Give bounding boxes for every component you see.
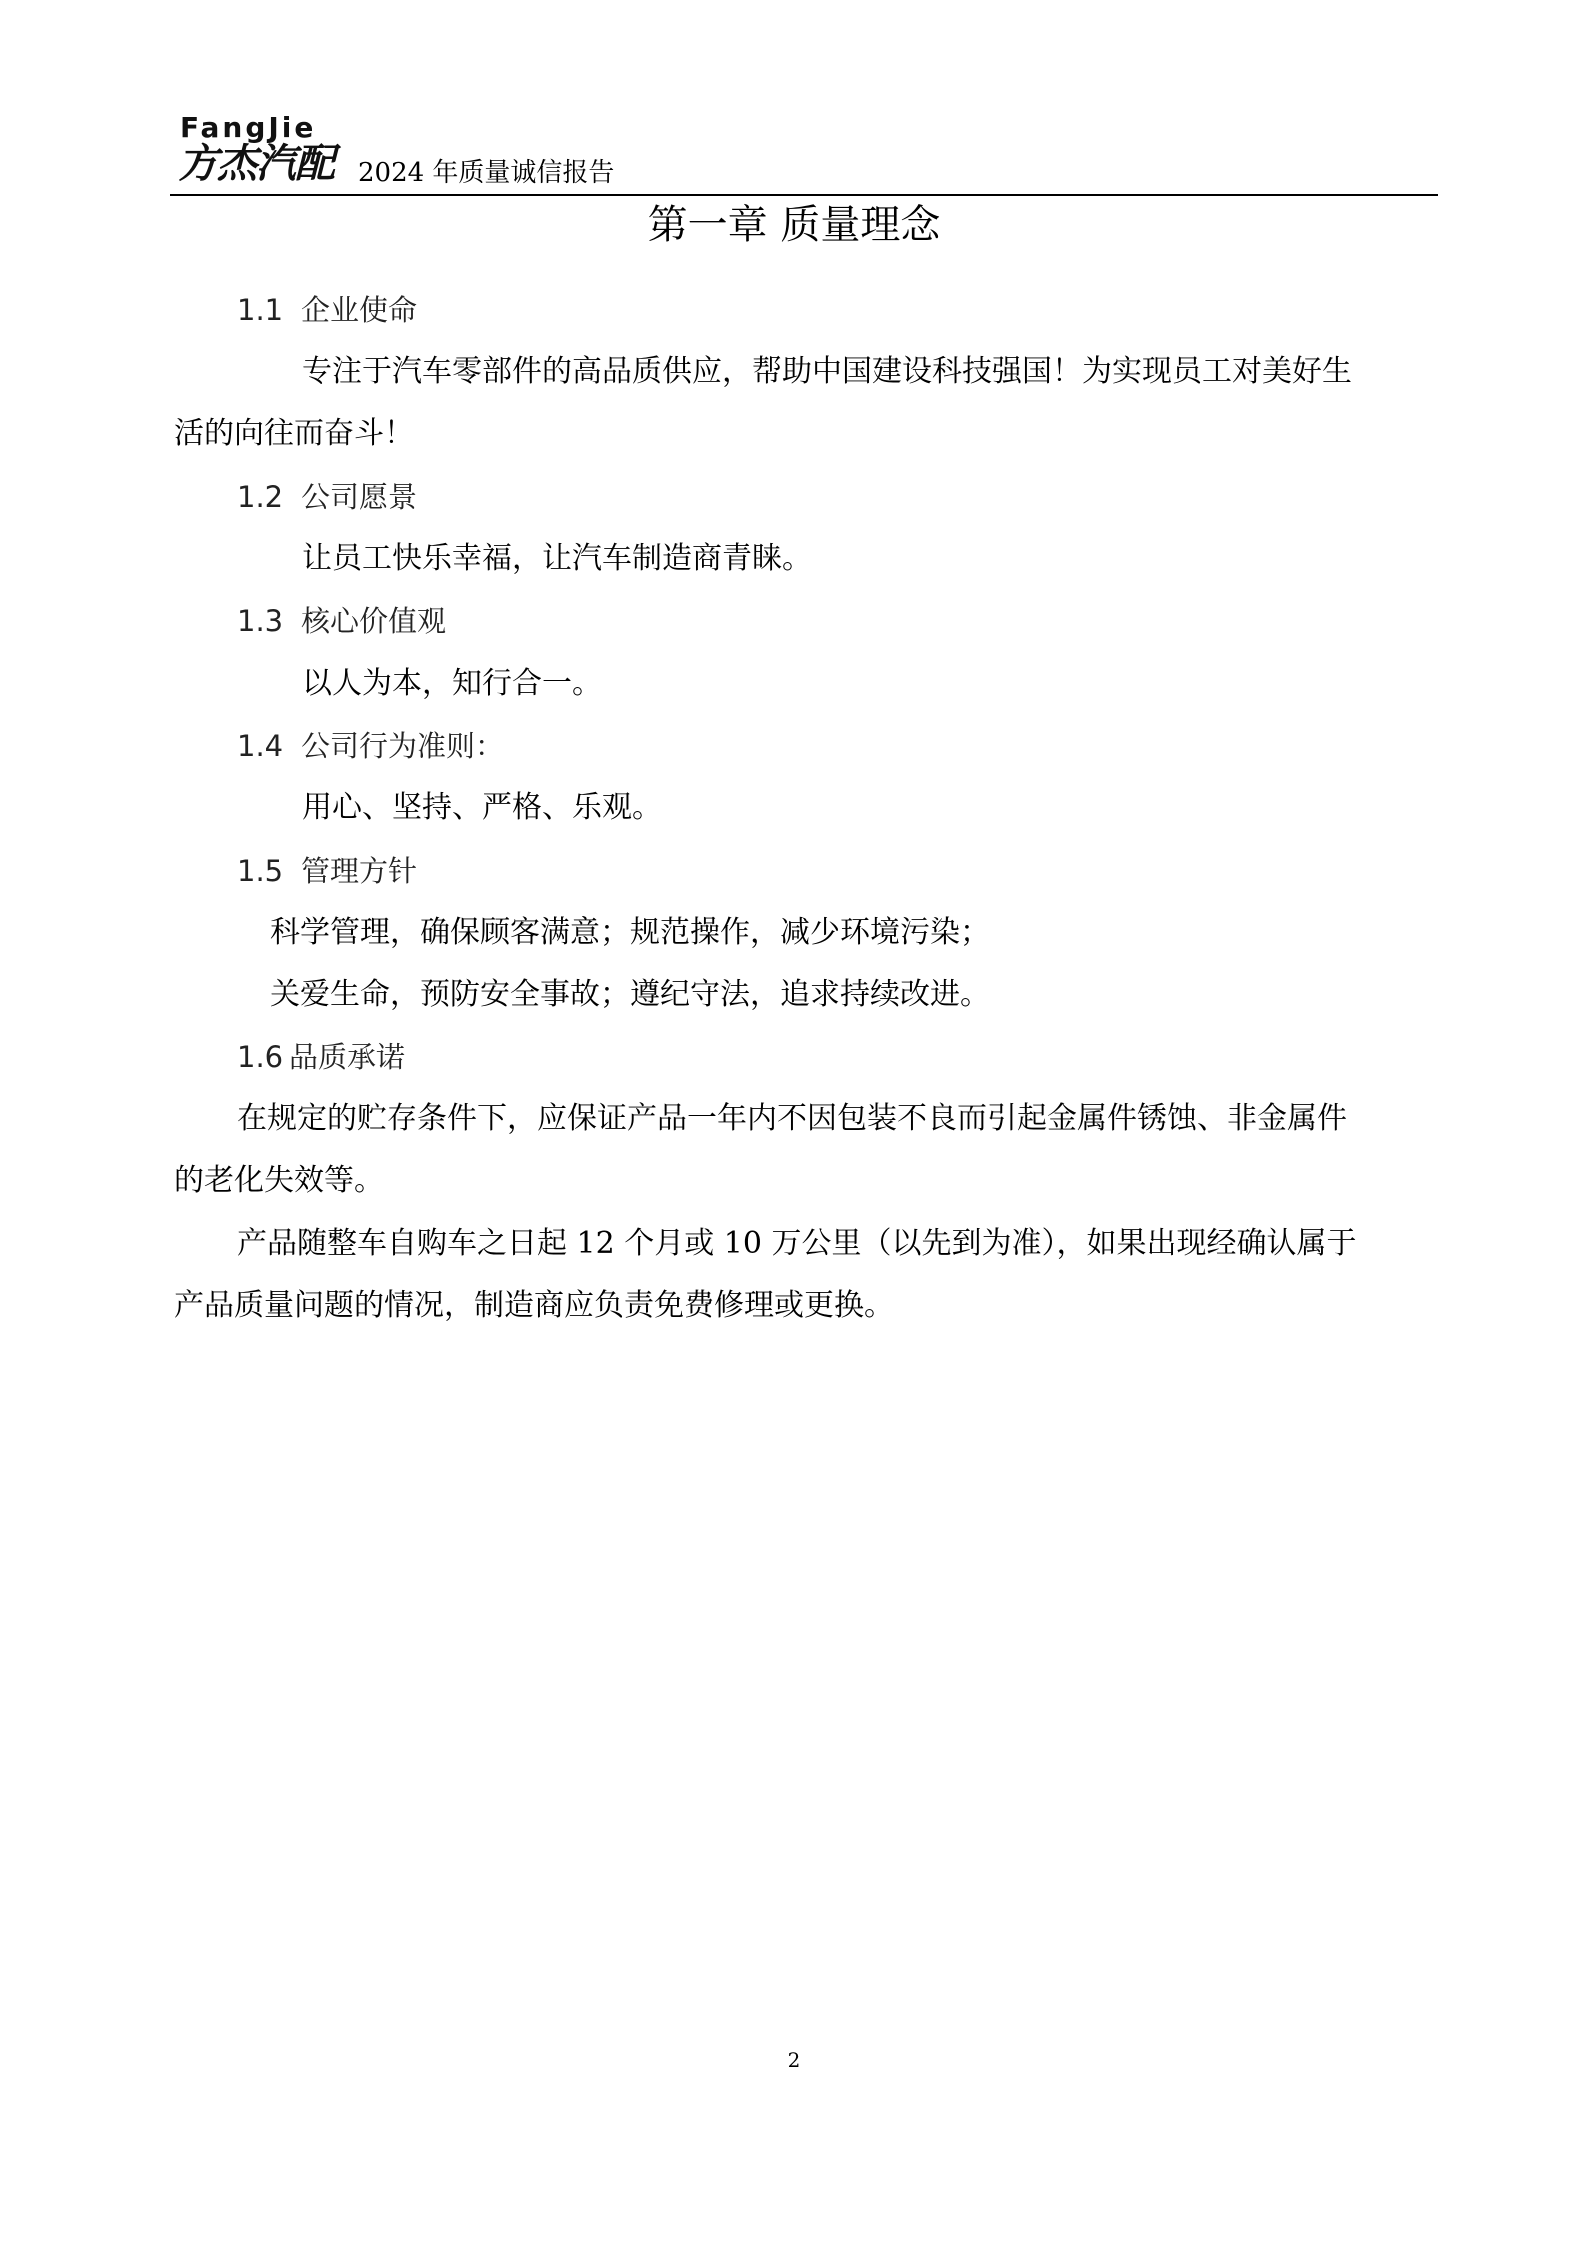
section-title: 公司愿景 [301, 480, 418, 514]
paragraph-line: 专注于汽车零部件的高品质供应，帮助中国建设科技强国！为实现员工对美好生 [302, 354, 1352, 389]
company-logo-latin: FangJie [180, 111, 317, 144]
section-title: 品质承诺 [289, 1040, 406, 1074]
paragraph-line: 以人为本，知行合一。 [302, 666, 602, 701]
paragraph-line: 在规定的贮存条件下，应保证产品一年内不因包装不良而引起金属件锈蚀、非金属件 [237, 1101, 1347, 1136]
paragraph-line: 活的向往而奋斗！ [174, 416, 414, 451]
chapter-title: 第一章 质量理念 [647, 202, 941, 248]
section-number: 1.4 [237, 729, 284, 763]
section-title: 企业使命 [301, 293, 418, 327]
section-heading-1-5 [237, 854, 418, 888]
section-number: 1.1 [237, 293, 284, 327]
section-number: 1.2 [237, 480, 284, 514]
section-heading-1-3 [237, 604, 447, 638]
section-heading-1-1 [237, 293, 418, 327]
company-logo-chinese: 方杰汽配 [178, 141, 334, 187]
section-heading-1-2 [237, 480, 418, 514]
section-number: 1.3 [237, 604, 284, 638]
section-title: 公司行为准则： [301, 729, 505, 763]
section-title: 核心价值观 [301, 604, 447, 638]
page-number: 2 [787, 2048, 801, 2072]
section-heading-1-6 [237, 1040, 406, 1074]
section-number: 1.5 [237, 854, 284, 888]
section-title: 管理方针 [301, 854, 418, 888]
section-number: 1.6 [237, 1040, 284, 1074]
paragraph-line: 产品质量问题的情况，制造商应负责免费修理或更换。 [174, 1288, 894, 1323]
page-header [170, 112, 1438, 196]
section-heading-1-4 [237, 729, 505, 763]
paragraph-line: 让员工快乐幸福，让汽车制造商青睐。 [302, 541, 812, 576]
paragraph-line: 用心、坚持、严格、乐观。 [302, 790, 662, 825]
paragraph-line: 的老化失效等。 [174, 1163, 384, 1198]
paragraph-line: 关爱生命，预防安全事故；遵纪守法，追求持续改进。 [270, 977, 990, 1012]
paragraph-line: 产品随整车自购车之日起 12 个月或 10 万公里（以先到为准），如果出现经确认属于 [237, 1226, 1357, 1261]
paragraph-line: 科学管理，确保顾客满意；规范操作，减少环境污染； [270, 915, 990, 950]
report-title: 2024 年质量诚信报告 [358, 158, 615, 188]
